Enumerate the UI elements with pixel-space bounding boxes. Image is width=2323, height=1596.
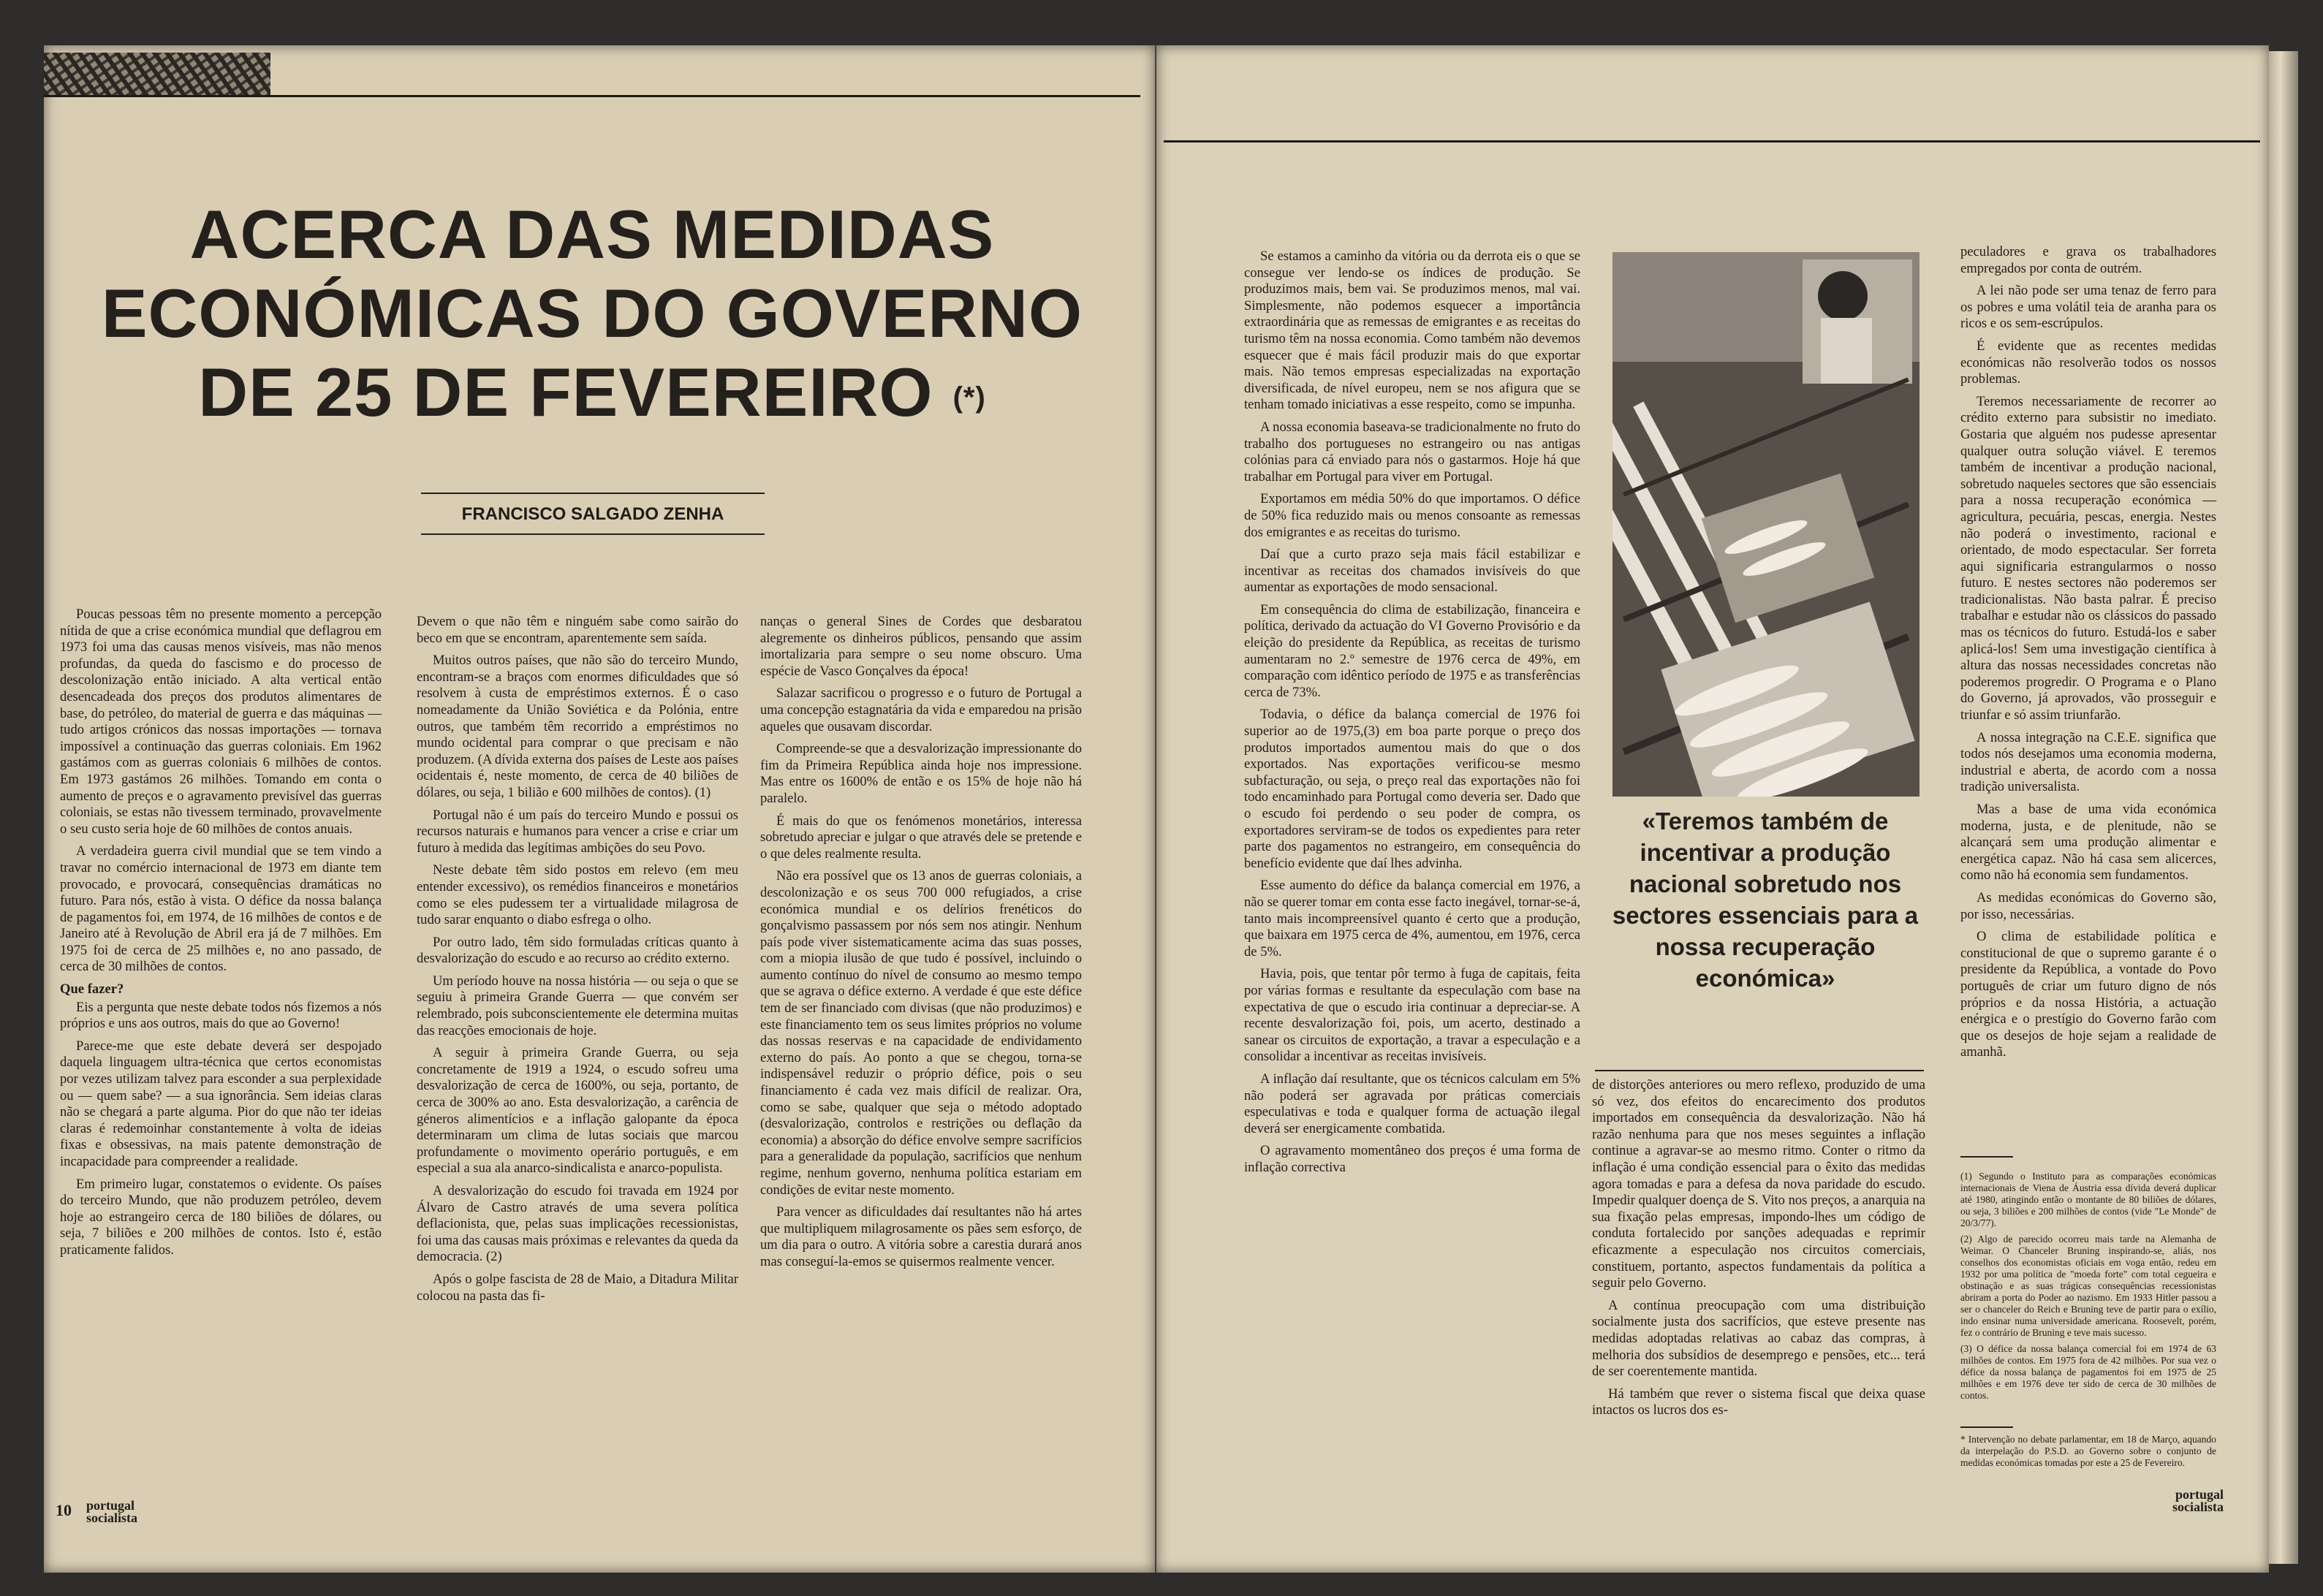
paragraph: Havia, pois, que tentar pôr termo à fuga de capitais, feita por várias formas e resultante da especulação com base na expectativa de que o escudo iria continuar a depreciar-se. A recente desvalorização foi, pois, um acerto, destinado a sanear os circuitos de exportação, a travar a especulação e a consolidar a incentivar as receitas invisíveis. [1244,966,1580,1065]
paragraph: Devem o que não têm e ninguém sabe como sairão do beco em que se encontram, aparentemente sem saída. [417,614,738,646]
paragraph: Após o golpe fascista de 28 de Maio, a Ditadura Militar colocou na pasta das fi- [417,1271,738,1304]
paragraph: Um período houve na nossa história — ou seja o que se seguiu à primeira Grande Guerra — que convém ser relembrado, pois subconscientemente ele determina muitas das reacções emocionais de hoje. [417,973,738,1038]
logo-line-2: socialista [86,1510,137,1525]
textile-mill-image [1613,252,1920,797]
paragraph: Portugal não é um país do terceiro Mundo e possui os recursos naturais e humanos para vencer a crise e criar um futuro à medida das legítimas ambições do seu Povo. [417,807,738,856]
paragraph: Parece-me que este debate deverá ser despojado daquela linguagem ultra-técnica que certos economistas por vezes utilizam talvez para esconder a sua perplexidade ou — quem sabe? — a sua ignorância. Sem ideias claras não se chegará a parte alguma. Pior do que não ter ideias claras é redemoinhar constantemente à volta de ideias fixas e obsessivas, na mais patente demonstração de incapacidade para compreender a realidade. [60,1038,382,1169]
footnote: (3) O défice da nossa balança comercial foi em 1974 de 63 milhões de contos. Em 1975 fora de 42 milhões. Por sua vez o défice da nossa balança de pagamentos foi em 1975 de 25 milhões e em 1976 deve ter sido de cerca de 30 milhões de contos. [1960,1343,2216,1401]
byline: FRANCISCO SALGADO ZENHA [461,504,724,524]
paragraph: É evidente que as recentes medidas económicas não resolverão todos os nossos problemas. [1960,338,2216,387]
paragraph: Salazar sacrificou o progresso e o futuro de Portugal a uma concepção estagnatária da vida e emparedou na prisão aqueles que ousavam discordar. [760,685,1082,734]
footnote: (2) Algo de parecido ocorreu mais tarde na Alemanha de Weimar. O Chanceler Bruning inspirando-se, aliás, nos conselhos dos economistas oficiais em voga então, redeu em 1932 por uma política de "moeda forte" com total cegueira e obstinação e as suas trágicas consequências recessionistas abriram a porta do Poder ao nazismo. Em 1933 Hitler passou a ser o chanceler do Reich e Bruning teve de partir para o exílio, indo ensinar numa universidade americana. Roosevelt, porém, fez o contrário de Bruning e teve mais sucesso. [1960,1234,2216,1338]
left-column-3 [760,614,1082,1277]
right-page [1156,45,2269,1573]
paragraph: A nossa economia baseava-se tradicionalmente no fruto do trabalho dos portugueses no estrangeiro ou nas antigas colónias para cá enviado para nós o gastarmos. Hoje há que trabalhar em Portugal para viver em Portugal. [1244,419,1580,484]
paragraph: Compreende-se que a desvalorização impressionante do fim da Primeira República ainda hoje nos impressione. Mas entre os 1600% de então e os 15% de hoje não há paralelo. [760,741,1082,806]
paragraph: A verdadeira guerra civil mundial que se tem vindo a travar no comércio internacional de 1973 em diante tem provocado, e provocará, consequências dramáticas no futuro. Para nós, estão à vista. O défice da nossa balança de pagamentos foi, em 1974, de 16 milhões de contos e de Janeiro até à Revolução de Abril era já de 7 milhões. Em 1975 foi de cerca de 25 milhões e, no ano passado, de cerca de 30 milhões de contos. [60,843,382,975]
publication-logo [2172,1489,2224,1513]
footnote: (1) Segundo o Instituto para as comparações económicas internacionais de Viena de Áustria essa dívida deverá duplicar até 1980, atingindo então o montante de 80 biliões de dólares, ou seja, 3 biliões e 200 milhões de contos (vide "Le Monde" de 20/3/77). [1960,1171,2216,1228]
article-headline [66,195,1118,437]
headline-line-2: ECONÓMICAS DO GOVERNO [101,275,1083,352]
paragraph: É mais do que os fenómenos monetários, interessa sobretudo apreciar e julgar o que através dele se pretende e o que deles realmente resulta. [760,813,1082,862]
footnotes [1960,1171,2216,1406]
paragraph: Daí que a curto prazo seja mais fácil estabilizar e incentivar as receitas dos chamados invisíveis do que aumentar as exportações de modo sensacional. [1244,547,1580,596]
header-illustration [44,53,270,95]
left-column-1 [60,607,382,1265]
top-rule [1164,140,2260,142]
headline-line-3 [66,353,1118,437]
paragraph: A nossa integração na C.E.E. significa que todos nós desejamos uma economia moderna, industrial e aberta, de acordo com a nossa tradição universalista. [1960,729,2216,795]
right-column-2 [1592,1077,1925,1425]
paragraph: A desvalorização do escudo foi travada em 1924 por Álvaro de Castro através de uma severa política deflacionista, que, pelas suas implicações recessionistas, foi uma das causas mais próximas e relevantes da queda da democracia. (2) [417,1183,738,1265]
logo-line-1: portugal [86,1498,135,1513]
pull-quote-rule [1595,1070,1924,1071]
top-rule [44,95,1140,97]
left-column-2 [417,614,738,1310]
byline-rule-bottom [421,533,765,535]
paragraph: Não era possível que os 13 anos de guerras coloniais, a descolonização e os seus 700 000 refugiados, a crise económica mundial e os delírios frenéticos do gonçalvismo passassem por nós sem nos atingir. Nenhum país pode viver sistematicamente acima das suas posses, com a miopia ilusão de que tudo é possível, incluindo o aumento contínuo do nível de consumo ao mesmo tempo que se agrava o défice externo. A verdade é que este défice tem de ser financiado com divisas (que não produzimos) e este financiamento tem os seus limites próprios no volume das nossas reservas e na capacidade de endividamento externo do país. Ao ponto a que se chegou, torna-se indispensável reduzir o próprio défice, pois o seu financiamento é cada vez mais difícil de realizar. Ora, como se sabe, qualquer que seja o método adoptado (desvalorização, controlos e restrições ou deflação da economia) a absorção do défice envolve sempre sacrifícios para a generalidade da população, sacrifícios que nenhum regime, nenhum governo, nenhuma política estariam em condições de evitar neste momento. [760,868,1082,1198]
note-rule [1960,1426,2013,1428]
paragraph: O clima de estabilidade política e constitucional de que o supremo garante é o presidente da República, a vontade do Povo português de criar um futuro digno de nós próprios e da nossa História, a actuação enérgica e o prestígio do Governo farão com que os desejos de hoje sejam a realidade de amanhã. [1960,929,2216,1060]
paragraph: Esse aumento do défice da balança comercial em 1976, a não se querer tomar em conta esse facto inegável, tornar-se-á, tanto mais incompreensível quanto é certo que a produção, que baixara em 1975 cerca de 4%, aumentou, em 1976, cerca de 5%. [1244,878,1580,960]
headline-footnote-mark: (*) [952,381,986,414]
page-number: 10 [56,1501,72,1519]
paragraph: peculadores e grava os trabalhadores empregados por conta de outrém. [1960,244,2216,276]
paragraph: Por outro lado, têm sido formuladas críticas quanto à desvalorização do escudo e ao recurso ao crédito externo. [417,934,738,967]
page-folio [56,1503,72,1518]
paragraph: Eis a pergunta que neste debate todos nós fizemos a nós próprios e uns aos outros, mais do que ao Governo! [60,999,382,1032]
paragraph: Poucas pessoas têm no presente momento a percepção nítida de que a crise económica mundial que deflagrou em 1973 foi uma das causas menos visíveis, mas não menos profundas, da queda do fascismo e do processo de descolonização então iniciado. A alta vertical então desencadeada dos preços dos produtos alimentares de base, do petróleo, do material de guerra e das máquinas — tudo artigos crónicos das nossas importações — tornava impossível a continuação das guerras coloniais. Em 1962 gastámos com as guerras coloniais 6 milhões de contos. Em 1973 gastámos 26 milhões. Tomando em conta o aumento de preços e o agravamento previsível das guerras coloniais, se estas não tivessem terminado, provavelmente o seu custo seria hoje de 60 milhões de contos anuais. [60,607,382,837]
paragraph: nanças o general Sines de Cordes que desbaratou alegremente os dinheiros públicos, pensando que assim imortalizaria para sempre o seu nome obscuro. Uma espécie de Vasco Gonçalves da época! [760,614,1082,679]
page-edge [2269,51,2298,1564]
byline-rule-top [421,493,765,494]
pull-quote: «Teremos também de incentivar a produção nacional sobretudo nos sectores essenciais para a nossa recuperação económica» [1612,808,1919,992]
paragraph: Mas a base de uma vida económica moderna, justa, e de plenitude, não se alcançará sem uma produção alimentar e energética capaz. Não há casa sem alicerces, como não há economia sem fundamentos. [1960,802,2216,884]
logo-line-2: socialista [2172,1500,2224,1514]
right-column-1 [1244,248,1580,1182]
paragraph: O agravamento momentâneo dos preços é uma forma de inflação correctiva [1244,1143,1580,1175]
logo-line-1: portugal [2175,1487,2224,1502]
paragraph: A contínua preocupação com uma distribuição socialmente justa dos sacrifícios, que esteve presente nas medidas adoptadas relativas ao cabaz das compras, à melhoria dos subsídios de desemprego e pensões, etc... terá de ser coerentemente mantida. [1592,1297,1925,1380]
author-note [1960,1434,2216,1473]
paragraph: Se estamos a caminho da vitória ou da derrota eis o que se consegue ver lendo-se os índices de produção. Se produzimos mais, bem vai. Se produzimos menos, mal vai. Simplesmente, não podemos esquecer a importância extraordinária que as remessas de emigrantes e as receitas do turismo têm na nossa economia. Como também não devemos esquecer que é mais fácil produzir mais do que exportar mais. Não temos empresas especializadas na exportação diversificada, de nível europeu, nem se nos afigura que se tenham tomado iniciativas a esse respeito, como se impunha. [1244,248,1580,413]
factory-photo [1613,252,1920,797]
paragraph: Teremos necessariamente de recorrer ao crédito externo para subsistir no imediato. Gostaria que alguém nos pudesse apresentar qualquer outra solução viável. E teremos também de incentivar a produção nacional, sobretudo naqueles sectores que são essenciais para a nossa recuperação económica — agricultura, pecuária, pescas, energia. Nestes não poderá o investimento, racional e orientado, de modo espectacular. Ser forreta aqui significaria estrangularmos o nosso futuro. E nestes sectores não poderemos ser tradicionalistas. Não basta palrar. É preciso trabalhar e estudar não os clássicos do passado mas os técnicos do futuro. Estudá-los e saber aplicá-los! Sem uma investigação científica à altura das nossas necessidades concretas não poderemos progredir. O Programa e o Plano do Governo, já aprovados, vão prosseguir e triunfar e só assim triunfarão. [1960,393,2216,723]
paragraph: A lei não pode ser uma tenaz de ferro para os pobres e uma volátil teia de aranha para os ricos e os sem-escrúpulos. [1960,283,2216,332]
headline-line-1: ACERCA DAS MEDIDAS [189,196,995,273]
paragraph: Há também que rever o sistema fiscal que deixa quase intactos os lucros dos es- [1592,1386,1925,1418]
paragraph: As medidas económicas do Governo são, por isso, necessárias. [1960,889,2216,922]
paragraph: Muitos outros países, que não são do terceiro Mundo, encontram-se a braços com enormes dificuldades que só resolvem à custa de empréstimos externos. É o caso nomeadamente da União Soviética e da Polónia, entre outros, que também têm recorrido a empréstimos no mundo ocidental para comprar o que precisam e não produzem. (A dívida externa dos países de Leste aos países ocidentais é, neste momento, de cerca de 40 biliões de dólares, ou seja, 1 bilião e 600 milhões de contos). (1) [417,653,738,800]
paragraph: A seguir à primeira Grande Guerra, ou seja concretamente de 1919 a 1924, o escudo sofreu uma desvalorização de cerca de 1600%, ou seja, portanto, de cerca de 300% ao ano. Esta desvalorização, a carência de géneros alimentícios e a inflação galopante da época determinaram um clima de lutas sociais que marcou profundamente o movimento operário português, e em especial a sua ala anarco-sindicalista e anarco-populista. [417,1045,738,1177]
subheading: Que fazer? [60,981,124,997]
paragraph: Todavia, o défice da balança comercial de 1976 foi superior ao de 1975,(3) em boa parte porque o preço dos produtos importados aumentou mais do que o dos exportados. Nas exportações verificou-se mesmo subfacturação, ou seja, o preço real das exportações não foi todo encaminhado para Portugal como deveria ser. Dado que o escudo foi perdendo o seu poder de compra, os exportadores serviram-se de todos os expedientes para reter parte dos pagamentos no estrangeiro, em consequência do benefício evidente que daí lhes advinha. [1244,707,1580,871]
right-column-3 [1960,244,2216,1067]
paragraph: Para vencer as dificuldades daí resultantes não há artes que multipliquem milagrosamente os pães sem esforço, de um dia para o outro. A vitória sobre a carestia durará anos mas conseguí-la-emos se quisermos realmente vencer. [760,1204,1082,1269]
asterisk-note: * Intervenção no debate parlamentar, em 18 de Março, aquando da interpelação do P.S.D. ao Governo sobre o conjunto de medidas económicas tomadas por este a 25 de Fevereiro. [1960,1434,2216,1468]
headline-line-3-text: DE 25 DE FEVEREIRO [198,354,933,430]
paragraph: A inflação daí resultante, que os técnicos calculam em 5% não poderá ser agravada por práticas comerciais especulativas e toda e qualquer forma de actuação ilegal deverá ser energicamente combatida. [1244,1071,1580,1136]
left-page [44,45,1155,1573]
paragraph: Em consequência do clima de estabilização, financeira e política, derivado da actuação do VI Governo Provisório e da eleição do presidente da República, as receitas de turismo aumentaram no 2.º semestre de 1976 cerca de 49%, em comparação com idêntico período de 1975 e as transferências cerca de 73%. [1244,601,1580,700]
paragraph: de distorções anteriores ou mero reflexo, produzido de uma só vez, dos efeitos do encarecimento dos produtos importados em consequência da desvalorização. Não há razão nenhuma para que nos meses seguintes a inflação continue a agravar-se ao mesmo ritmo. Conter o ritmo da inflação é uma condição essencial para o êxito das medidas agora tomadas e para a defesa da nova paridade do escudo. Impedir qualquer doença de S. Vito nos preços, a anarquia na sua fixação pelas empresas, impondo-lhes um código de conduta fortalecido por sanções adequadas e reprimir eficazmente a especulação nos circuitos comerciais, constituem, portanto, aspectos fundamentais da política a seguir pelo Governo. [1592,1077,1926,1291]
paragraph: Em primeiro lugar, constatemos o evidente. Os países do terceiro Mundo, que não produzem petróleo, devem hoje ao estrangeiro cerca de 180 biliões de dólares, ou seja, 7 biliões e 200 milhões de contos. Isto é, estão praticamente falidos. [60,1176,382,1258]
footnote-rule [1960,1156,2013,1158]
paragraph: Neste debate têm sido postos em relevo (em meu entender excessivo), os remédios financeiros e monetários como se eles pudessem ter a virtualidade milagrosa de tudo sarar enquanto o diabo esfrega o olho. [417,862,738,928]
publication-logo [86,1500,137,1524]
paragraph: Exportamos em média 50% do que importamos. O défice de 50% fica reduzido mais ou menos consoante as remessas dos emigrantes e as receitas do turismo. [1244,491,1580,540]
